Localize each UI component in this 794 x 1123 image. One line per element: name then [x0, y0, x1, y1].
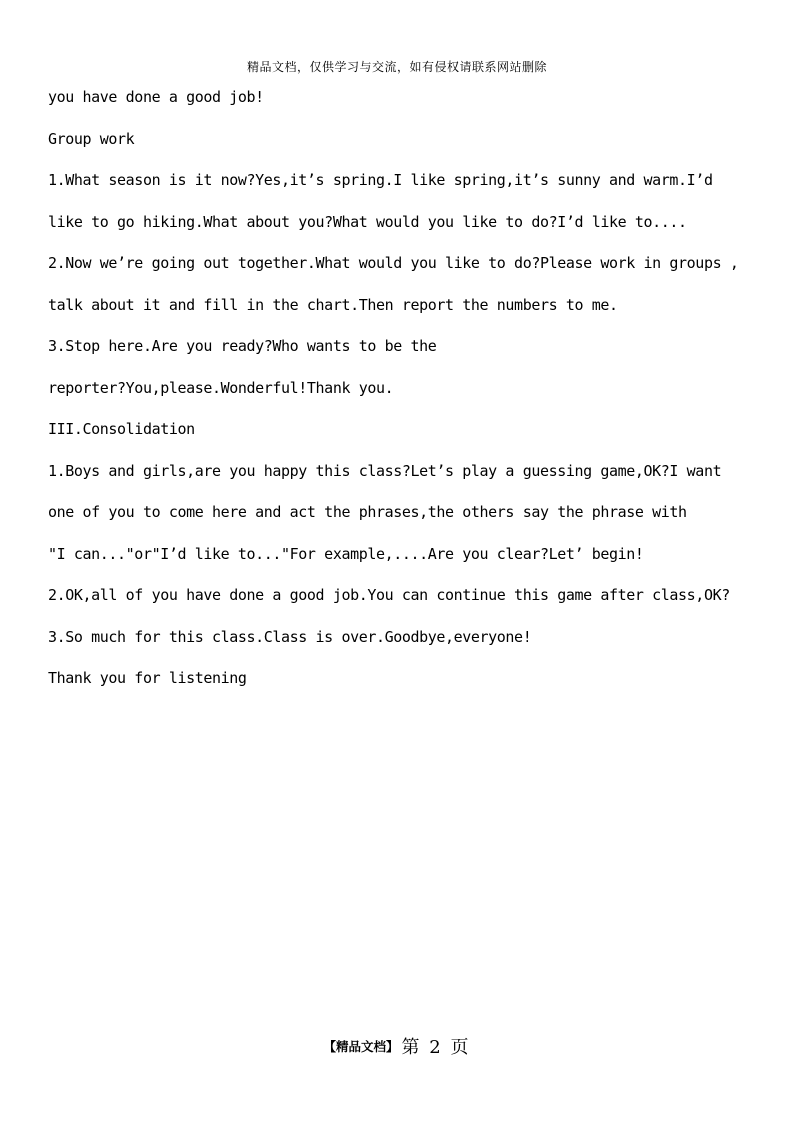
text-line-14: 3.So much for this class.Class is over.Goodbye,everyone! [48, 627, 532, 646]
text-line-12: "I can..."or"I’d like to..."For example,....Are you clear?Let’ begin! [48, 544, 644, 563]
page-number: 第 2 页 [401, 1037, 471, 1058]
text-line-13: 2.OK,all of you have done a good job.You can continue this game after class,OK? [48, 586, 730, 604]
document-body [48, 86, 748, 709]
document-header-notice: 精品文档，仅供学习与交流，如有侵权请联系网站删除 [246, 60, 547, 74]
text-line-10: 1.Boys and girls,are you happy this class?Let’s play a guessing game,OK?I want [48, 461, 722, 480]
text-line-5: 2.Now we’re going out together.What would you like to do?Please work in groups , [48, 254, 739, 272]
text-line-4: like to go hiking.What about you?What would you like to do?I’d like to.... [48, 212, 687, 231]
text-line-3: 1.What season is it now?Yes,it’s spring.I like spring,it’s sunny and warm.I’d [48, 171, 713, 189]
text-line-2: Group work [48, 129, 135, 148]
text-line-7: 3.Stop here.Are you ready?Who wants to be the [48, 337, 437, 355]
page-footer [0, 1033, 794, 1059]
footer-label: 【精品文档】 [323, 1039, 399, 1054]
text-line-8: reporter?You,please.Wonderful!Thank you. [48, 378, 394, 397]
text-line-11: one of you to come here and act the phrases,the others say the phrase with [48, 503, 687, 521]
text-line-15: Thank you for listening [48, 669, 247, 687]
text-line-1: you have done a good job! [48, 88, 264, 106]
section-heading-consolidation: III.Consolidation [48, 420, 195, 438]
text-line-6: talk about it and fill in the chart.Then report the numbers to me. [48, 295, 618, 314]
